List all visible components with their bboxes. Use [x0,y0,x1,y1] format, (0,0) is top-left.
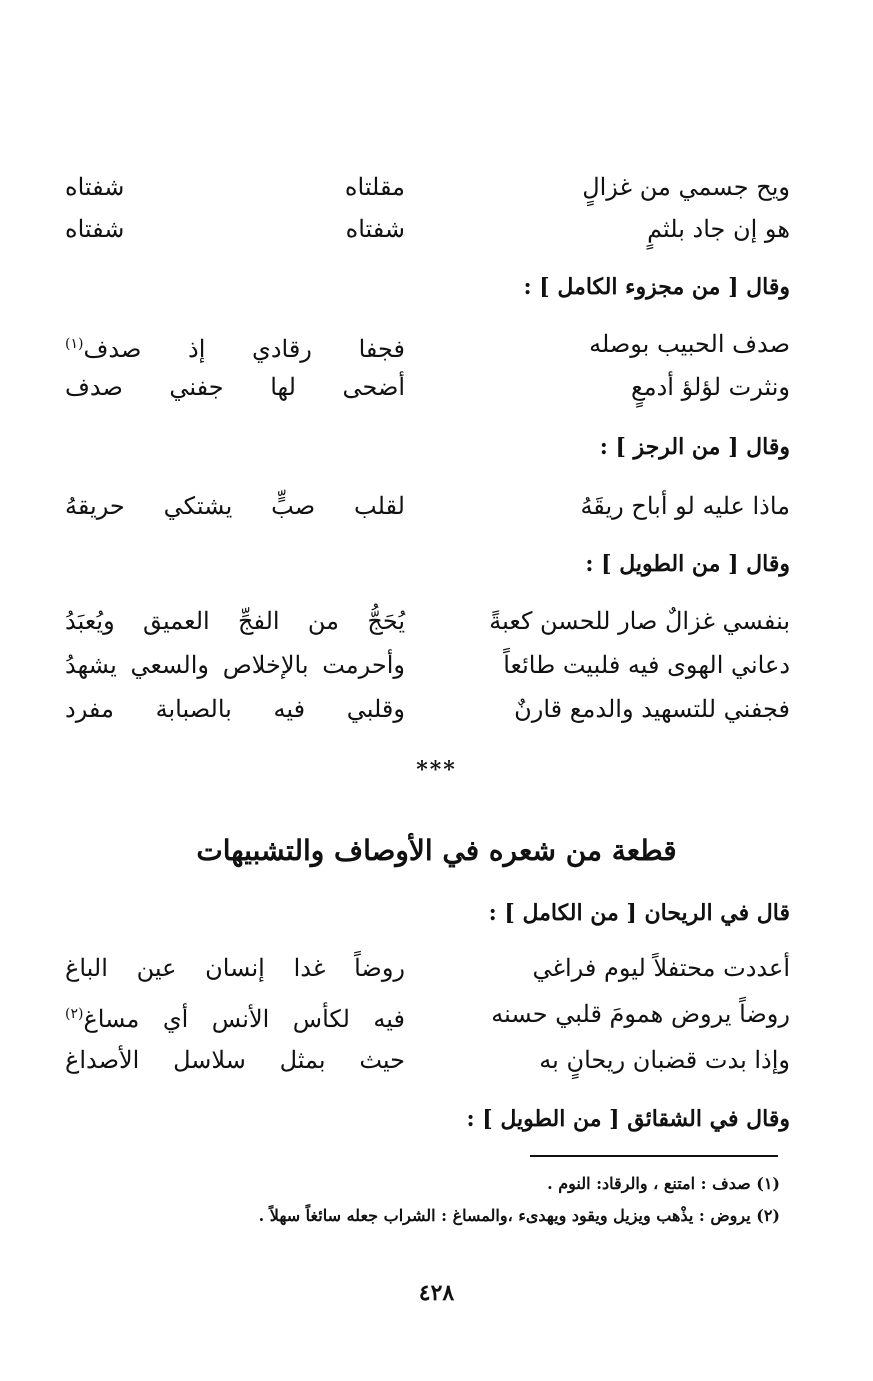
poem-intro: وقال [ من الطويل ] : [585,551,790,577]
verse-second-hemistich: وأحرمت بالإخلاص والسعي يشهدُ [65,651,405,679]
verse-second-hemistich: أضحى لها جفني صدف [65,373,405,401]
verse-line [65,951,790,985]
verse-second-hemistich: روضاً غدا إنسان عين الباغ [65,954,405,982]
verse-line [65,648,790,682]
verse-second-hemistich: مقلتاه شفتاه [65,173,405,201]
verse-line [65,370,790,404]
verse-line [65,692,790,726]
verse-line [65,170,790,204]
footnote-divider [530,1155,778,1157]
verse-second-hemistich: شفتاه شفتاه [65,215,405,243]
verse-second-hemistich [65,327,405,366]
footnote: (١) صدف : امتنع ، والرقاد: النوم . [547,1174,780,1193]
verse-first-hemistich: ماذا عليه لو أباح ريقَهُ [580,492,790,520]
verse-line [65,212,790,246]
verse-first-hemistich: فجفني للتسهيد والدمع قارنٌ [514,695,790,723]
verse-first-hemistich: أعددت محتفلاً ليوم فراغي [532,954,790,982]
page-number: ٤٢٨ [418,1280,455,1306]
verse-first-hemistich: روضاً يروض همومَ قلبي حسنه [491,1000,790,1028]
footnote-marker: (٢) [65,1006,84,1022]
verse-second-hemistich: لقلب صبٍّ يشتكي حريقهُ [65,492,405,520]
verse-second-hemistich-text: فيه لكأس الأنس أي مساغ [83,1005,405,1033]
verse-first-hemistich: هو إن جاد بلثمٍ [647,215,790,243]
poem-intro: قال في الريحان [ من الكامل ] : [488,900,790,926]
verse-line [65,604,790,638]
verse-line [65,327,790,363]
verse-second-hemistich: حيث بمثل سلاسل الأصداغ [65,1046,405,1074]
verse-line [65,489,790,523]
verse-first-hemistich: ونثرت لؤلؤ أدمعٍ [630,373,790,401]
verse-second-hemistich [65,997,405,1036]
verse-first-hemistich: دعاني الهوى فيه فلبيت طائعاً [503,651,790,679]
footnote-marker: (١) [65,336,84,352]
verse-first-hemistich: صدف الحبيب بوصله [589,330,790,358]
poem-intro: وقال [ من مجزوء الكامل ] : [523,274,790,300]
verse-first-hemistich: بنفسي غزالٌ صار للحسن كعبةً [489,607,790,635]
section-separator: *** [416,757,457,783]
section-heading: قطعة من شعره في الأوصاف والتشبيهات [196,834,677,867]
verse-first-hemistich: ويح جسمي من غزالٍ [582,173,790,201]
verse-second-hemistich: يُحَجُّ من الفجِّ العميق ويُعبَدُ [65,607,405,635]
verse-second-hemistich: وقلبي فيه بالصبابة مفرد [65,695,405,723]
footnote: (٢) يروض : يذْهب ويزيل ويقود ويهدىء ،والمساغ : الشراب جعله سائغاً سهلاً . [258,1206,780,1225]
verse-line [65,997,790,1033]
verse-second-hemistich-text: فجفا رقادي إذ صدف [83,335,405,363]
verse-line [65,1043,790,1077]
poem-intro: وقال في الشقائق [ من الطويل ] : [466,1106,790,1132]
verse-first-hemistich: وإذا بدت قضبان ريحانٍ به [539,1046,790,1074]
poem-intro: وقال [ من الرجز ] : [599,434,790,460]
